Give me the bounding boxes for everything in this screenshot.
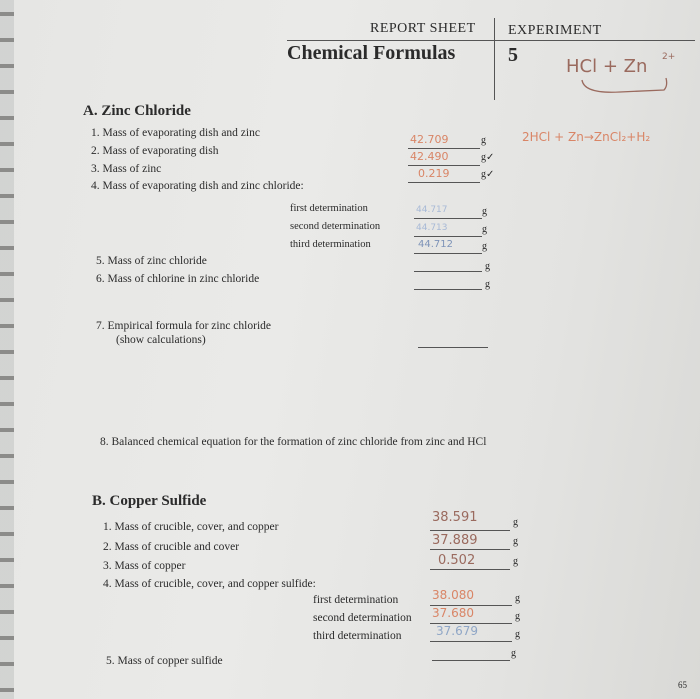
- b-third-determination-unit: g: [515, 629, 520, 640]
- b-item-2-unit: g: [513, 536, 518, 547]
- a-item-2-line: [408, 165, 480, 166]
- b-item-4-label: 4. Mass of crucible, cover, and copper sulfide:: [103, 578, 316, 590]
- page-title: Chemical Formulas: [287, 42, 456, 64]
- b-item-1-label: 1. Mass of crucible, cover, and copper: [103, 521, 279, 533]
- a-item-6-unit: g: [485, 279, 490, 290]
- header-divider: [494, 18, 495, 100]
- a-third-determination-label: third determination: [290, 239, 371, 250]
- a-item-4-label: 4. Mass of evaporating dish and zinc chloride:: [91, 180, 304, 192]
- a-item-6-label: 6. Mass of chlorine in zinc chloride: [96, 273, 260, 285]
- b-item-1-value: 38.591: [432, 510, 478, 525]
- a-item-1-value: 42.709: [410, 133, 449, 146]
- a-item-7-label: 7. Empirical formula for zinc chloride: [96, 320, 271, 332]
- section-a-title: A. Zinc Chloride: [83, 103, 191, 119]
- b-third-determination-value: 37.679: [436, 624, 478, 638]
- experiment-number: 5: [508, 44, 518, 66]
- b-second-determination-label: second determination: [313, 612, 412, 624]
- b-item-3-value: 0.502: [438, 553, 476, 568]
- b-item-5-line: [432, 660, 510, 661]
- a-item-2-label: 2. Mass of evaporating dish: [91, 145, 219, 157]
- report-sheet-label: REPORT SHEET: [370, 21, 476, 36]
- b-item-3-line: [430, 569, 510, 570]
- a-item-8-label: 8. Balanced chemical equation for the formation of zinc chloride from zinc and HCl: [100, 436, 487, 448]
- a-item-6-line: [414, 289, 482, 290]
- a-item-1-line: [408, 148, 480, 149]
- b-item-2-line: [430, 549, 510, 550]
- page-number: 65: [678, 680, 687, 690]
- annotation-charge: 2+: [662, 52, 676, 62]
- b-second-determination-unit: g: [515, 611, 520, 622]
- a-item-3-value: 0.219: [418, 167, 450, 180]
- a-second-determination-unit: g: [482, 224, 487, 235]
- section-b-title: B. Copper Sulfide: [92, 493, 207, 509]
- a-first-determination-unit: g: [482, 206, 487, 217]
- a-third-determination-unit: g: [482, 241, 487, 252]
- a-first-determination-value: 44.717: [416, 205, 448, 215]
- a-item-5-label: 5. Mass of zinc chloride: [96, 255, 207, 267]
- b-item-3-label: 3. Mass of copper: [103, 560, 186, 572]
- b-item-2-value: 37.889: [432, 533, 478, 548]
- header-rule: [287, 40, 695, 41]
- a-item-1-unit: g: [481, 135, 486, 146]
- b-item-2-label: 2. Mass of crucible and cover: [103, 541, 240, 553]
- annotation-bracket: [580, 76, 670, 96]
- experiment-label: EXPERIMENT: [508, 23, 602, 38]
- a-second-determination-value: 44.713: [416, 223, 448, 233]
- a-item-2-value: 42.490: [410, 150, 449, 163]
- a-item-3-unit: g✓: [481, 169, 495, 180]
- b-item-3-unit: g: [513, 556, 518, 567]
- a-third-determination-line: [414, 253, 482, 254]
- b-first-determination-label: first determination: [313, 594, 399, 606]
- b-third-determination-line: [430, 641, 512, 642]
- b-item-1-unit: g: [513, 517, 518, 528]
- equation-annotation: 2HCl + Zn→ZnCl₂+H₂: [522, 130, 651, 144]
- a-first-determination-line: [414, 218, 482, 219]
- b-second-determination-value: 37.680: [432, 606, 474, 620]
- a-item-1-label: 1. Mass of evaporating dish and zinc: [91, 127, 260, 139]
- b-item-5-label: 5. Mass of copper sulfide: [106, 655, 223, 667]
- a-first-determination-label: first determination: [290, 203, 368, 214]
- b-item-1-line: [430, 530, 510, 531]
- a-third-determination-value: 44.712: [418, 239, 453, 250]
- a-item-7-note: (show calculations): [116, 334, 206, 346]
- a-item-3-label: 3. Mass of zinc: [91, 163, 162, 175]
- a-second-determination-line: [414, 236, 482, 237]
- spiral-binding: [0, 0, 14, 699]
- a-item-7-line: [418, 347, 488, 348]
- b-third-determination-label: third determination: [313, 630, 402, 642]
- a-second-determination-label: second determination: [290, 221, 381, 232]
- a-item-5-unit: g: [485, 261, 490, 272]
- a-item-2-unit: g✓: [481, 152, 495, 163]
- a-item-3-line: [408, 182, 480, 183]
- b-first-determination-value: 38.080: [432, 588, 474, 602]
- annotation-hcl-zn: HCl + Zn: [566, 56, 648, 77]
- b-item-5-unit: g: [511, 648, 516, 659]
- b-first-determination-unit: g: [515, 593, 520, 604]
- a-item-5-line: [414, 271, 482, 272]
